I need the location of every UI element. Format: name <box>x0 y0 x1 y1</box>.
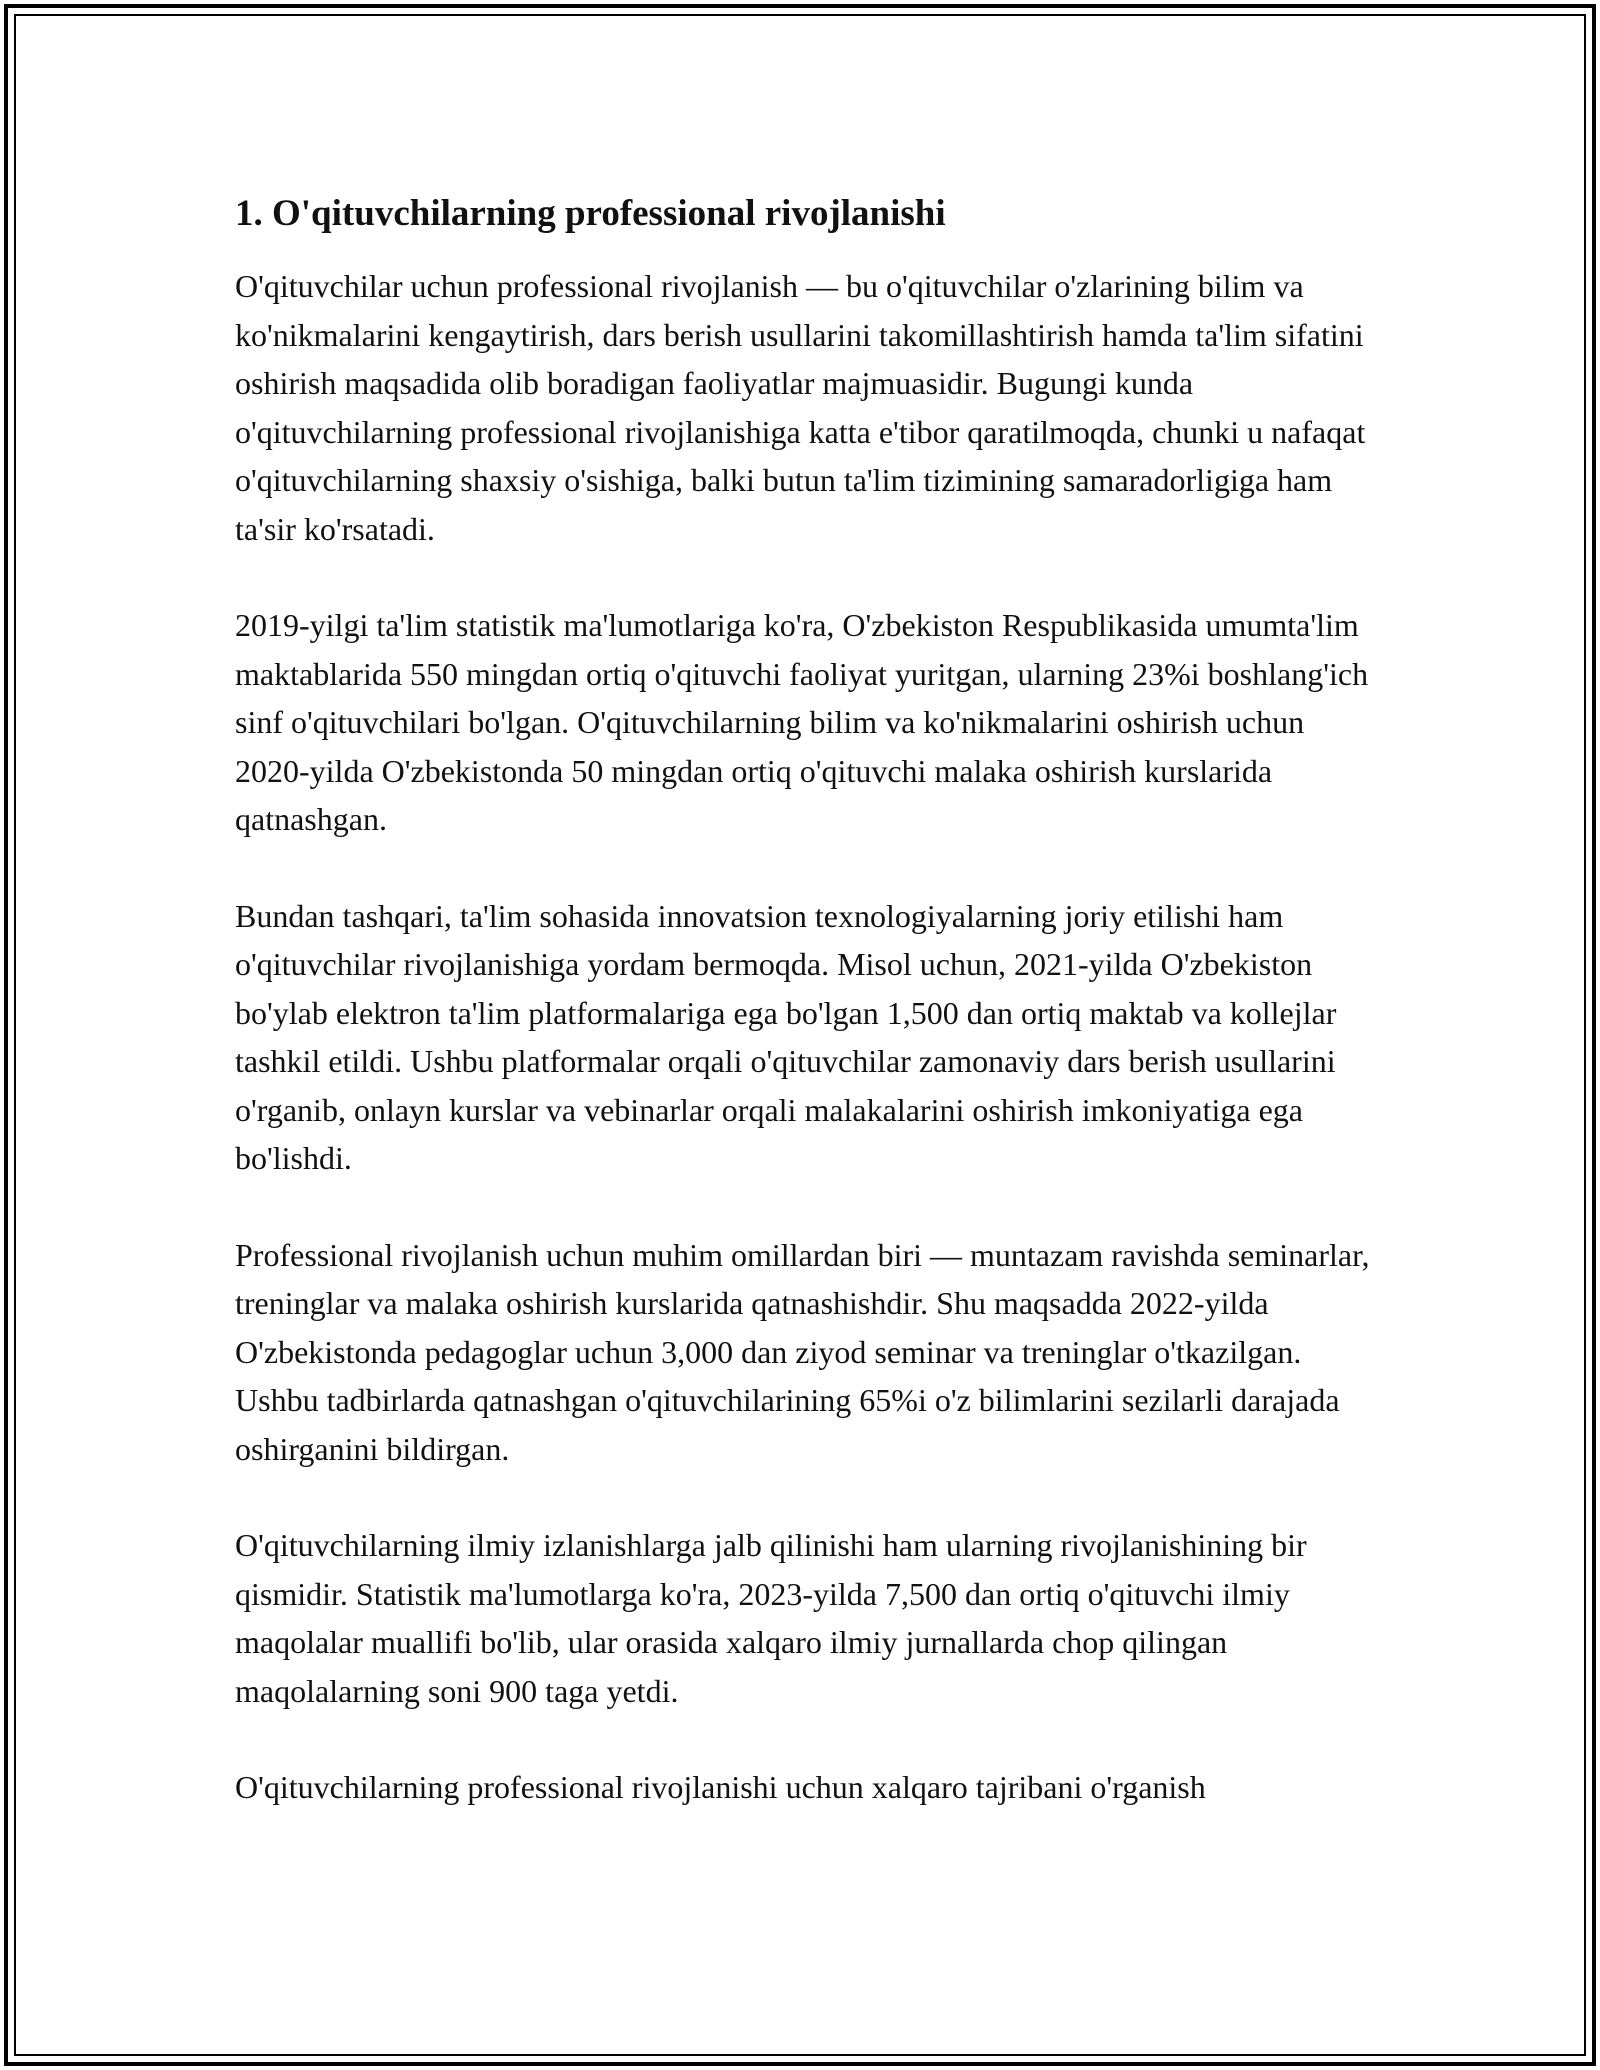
paragraph-research-2023: O'qituvchilarning ilmiy izlanishlarga jalb qilinishi ham ularning rivojlanishining bir qismidir. Statistik ma'lumotlarga ko'ra, 2023-yilda 7,500 dan ortiq o'qituvchi ilmiy maqolalar muallifi bo'lib, ular orasida xalqaro ilmiy jurnallarda chop qilingan maqolalarning soni 900 taga yetdi. <box>235 1527 1307 1709</box>
paragraph-intro: O'qituvchilar uchun professional rivojlanish — bu o'qituvchilar o'zlarining bilim va ko'nikmalarini kengaytirish, dars berish usullarini takomillashtirish hamda ta'lim sifatini oshirish maqsadida olib boradigan faoliyatlar majmuasidir. Bugungi kunda o'qituvchilarning professional rivojlanishiga katta e'tibor qaratilmoqda, chunki u nafaqat o'qituvchilarning shaxsiy o'sishiga, balki butun ta'lim tizimining samaradorligiga ham ta'sir ko'rsatadi. <box>235 268 1366 547</box>
document-body <box>235 188 1375 1860</box>
paragraph-innovation-2021: Bundan tashqari, ta'lim sohasida innovatsion texnologiyalarning joriy etilishi ham o'qituvchilar rivojlanishiga yordam bermoqda. Misol uchun, 2021-yilda O'zbekiston bo'ylab elektron ta'lim platformalariga ega bo'lgan 1,500 dan ortiq maktab va kollejlar tashkil etildi. Ushbu platformalar orqali o'qituvchilar zamonaviy dars berish usullarini o'rganib, onlayn kurslar va vebinarlar orqali malakalarini oshirish imkoniyatiga ega bo'lishdi. <box>235 897 1337 1176</box>
section-heading: 1. O'qituvchilarning professional rivojlanishi <box>235 193 946 234</box>
paragraph-seminars-2022: Professional rivojlanish uchun muhim omillardan biri — muntazam ravishda seminarlar, treninglar va malaka oshirish kurslarida qatnashishdir. Shu maqsadda 2022-yilda O'zbekistonda pedagoglar uchun 3,000 dan ziyod seminar va treninglar o'tkazilgan. Ushbu tadbirlarda qatnashgan o'qituvchilarining 65%i o'z bilimlarini sezilarli darajada oshirganini bildirgan. <box>235 1236 1370 1467</box>
paragraph-statistics-2019: 2019-yilgi ta'lim statistik ma'lumotlariga ko'ra, O'zbekiston Respublikasida umumta'lim maktablarida 550 mingdan ortiq o'qituvchi faoliyat yuritgan, ularning 23%i boshlang'ich sinf o'qituvchilari bo'lgan. O'qituvchilarning bilim va ko'nikmalarini oshirish uchun 2020-yilda O'zbekistonda 50 mingdan ortiq o'qituvchi malaka oshirish kurslarida qatnashgan. <box>235 607 1369 837</box>
paragraph-international-experience: O'qituvchilarning professional rivojlanishi uchun xalqaro tajribani o'rganish <box>235 1769 1206 1805</box>
